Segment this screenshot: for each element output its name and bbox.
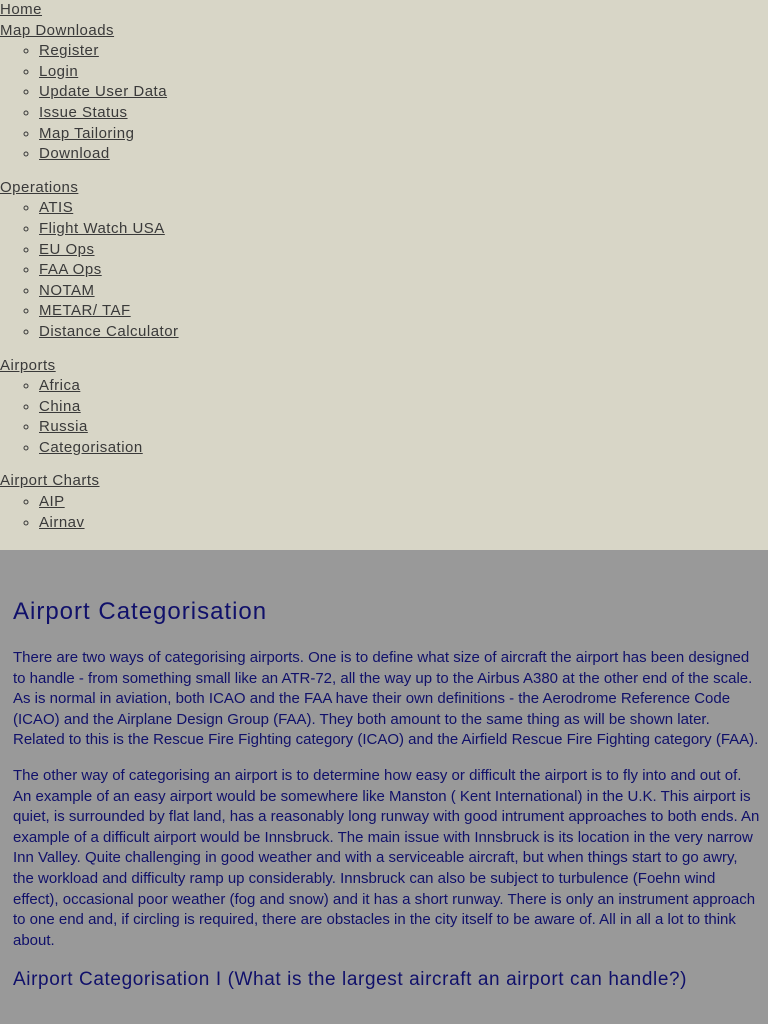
nav-link-operations[interactable]: Operations: [0, 178, 79, 196]
intro-paragraph: There are two ways of categorising airports. One is to define what size of aircraft the airport has been designed to handle - from something small like an ATR-72, all the way up to the Airbus A380 at the other end of the scale. As is normal in aviation, both ICAO and the FAA have their own definitions - the Aerodrome Reference Code (ICAO) and the Airplane Design Group (FAA). They both amount to the same thing as will be shown later. Related to this is the Rescue Fire Fighting category (ICAO) and the Airfield Rescue Fire Fighting category (FAA).: [13, 649, 759, 749]
list-item: [39, 417, 768, 438]
nav-link-login[interactable]: Login: [39, 62, 79, 80]
list-item: [39, 376, 768, 397]
list-item: [39, 260, 768, 281]
nav-link-china[interactable]: China: [39, 397, 81, 415]
nav-link-flight-watch-usa[interactable]: Flight Watch USA: [39, 219, 165, 237]
section-heading: Airport Categorisation I (What is the largest aircraft an airport can handle?): [13, 969, 688, 991]
nav-submenu-airports: [0, 376, 768, 458]
list-item: [39, 301, 768, 322]
nav-link-airnav[interactable]: Airnav: [39, 513, 85, 531]
list-item: [39, 281, 768, 302]
list-item: [39, 41, 768, 62]
nav-link-map-tailoring[interactable]: Map Tailoring: [39, 124, 135, 142]
list-item: [39, 103, 768, 124]
nav-group-operations: [0, 178, 768, 343]
nav-link-issue-status[interactable]: Issue Status: [39, 103, 128, 121]
list-item: [39, 492, 768, 513]
nav-link-download[interactable]: Download: [39, 145, 110, 163]
list-item: [39, 322, 768, 343]
list-item: [39, 513, 768, 534]
nav-group-airports: [0, 356, 768, 459]
nav-submenu-airport-charts: [0, 492, 768, 533]
nav-group-airport-charts: [0, 471, 768, 533]
nav-group-map-downloads: [0, 21, 768, 165]
nav-submenu-map-downloads: [0, 41, 768, 165]
list-item: [39, 240, 768, 261]
nav-submenu-operations: [0, 198, 768, 342]
nav-link-aip[interactable]: AIP: [39, 493, 65, 511]
list-item: [39, 82, 768, 103]
nav-link-eu-ops[interactable]: EU Ops: [39, 240, 95, 258]
difficulty-paragraph: The other way of categorising an airport is to determine how easy or difficult the airport is to fly into and out of. An example of an easy airport would be somewhere like Manston ( Kent International) in the U.K. This airport is quiet, is surrounded by flat land, has a reasonably long runway with good intrument approaches to both ends. An example of a difficult airport would be Innsbruck. The main issue with Innsbruck is its location in the very narrow Inn Valley. Quite challenging in good weather and with a serviceable aircraft, but when things start to go awry, the workload and difficulty ramp up considerably. Innsbruck can also be subject to turbulence (Foehn wind effect), occasional poor weather (fog and snow) and it has a short runway. There is only an instrument approach to one end and, if circling is required, there are obstacles in the city itself to be aware of. All in all a lot to think about.: [13, 766, 760, 949]
nav-link-home[interactable]: Home: [0, 1, 43, 18]
nav-link-categorisation[interactable]: Categorisation: [39, 438, 143, 456]
nav-link-map-downloads[interactable]: Map Downloads: [0, 21, 115, 39]
page-title: Airport Categorisation: [13, 598, 268, 625]
main-content: [0, 550, 768, 992]
nav-link-airport-charts[interactable]: Airport Charts: [0, 472, 100, 490]
nav-link-faa-ops[interactable]: FAA Ops: [39, 261, 102, 279]
list-item: [39, 144, 768, 165]
list-item: [39, 62, 768, 83]
list-item: [39, 397, 768, 418]
nav-link-metar-taf[interactable]: METAR/ TAF: [39, 302, 131, 320]
nav-link-atis[interactable]: ATIS: [39, 199, 74, 217]
nav-link-africa[interactable]: Africa: [39, 377, 81, 395]
nav-link-register[interactable]: Register: [39, 42, 99, 60]
nav-link-russia[interactable]: Russia: [39, 418, 88, 436]
nav-link-airports[interactable]: Airports: [0, 356, 56, 374]
list-item: [39, 198, 768, 219]
list-item: [39, 219, 768, 240]
list-item: [39, 124, 768, 145]
nav-link-update-user-data[interactable]: Update User Data: [39, 83, 168, 101]
nav-link-notam[interactable]: NOTAM: [39, 281, 95, 299]
nav-link-distance-calculator[interactable]: Distance Calculator: [39, 322, 179, 340]
list-item: [39, 438, 768, 459]
